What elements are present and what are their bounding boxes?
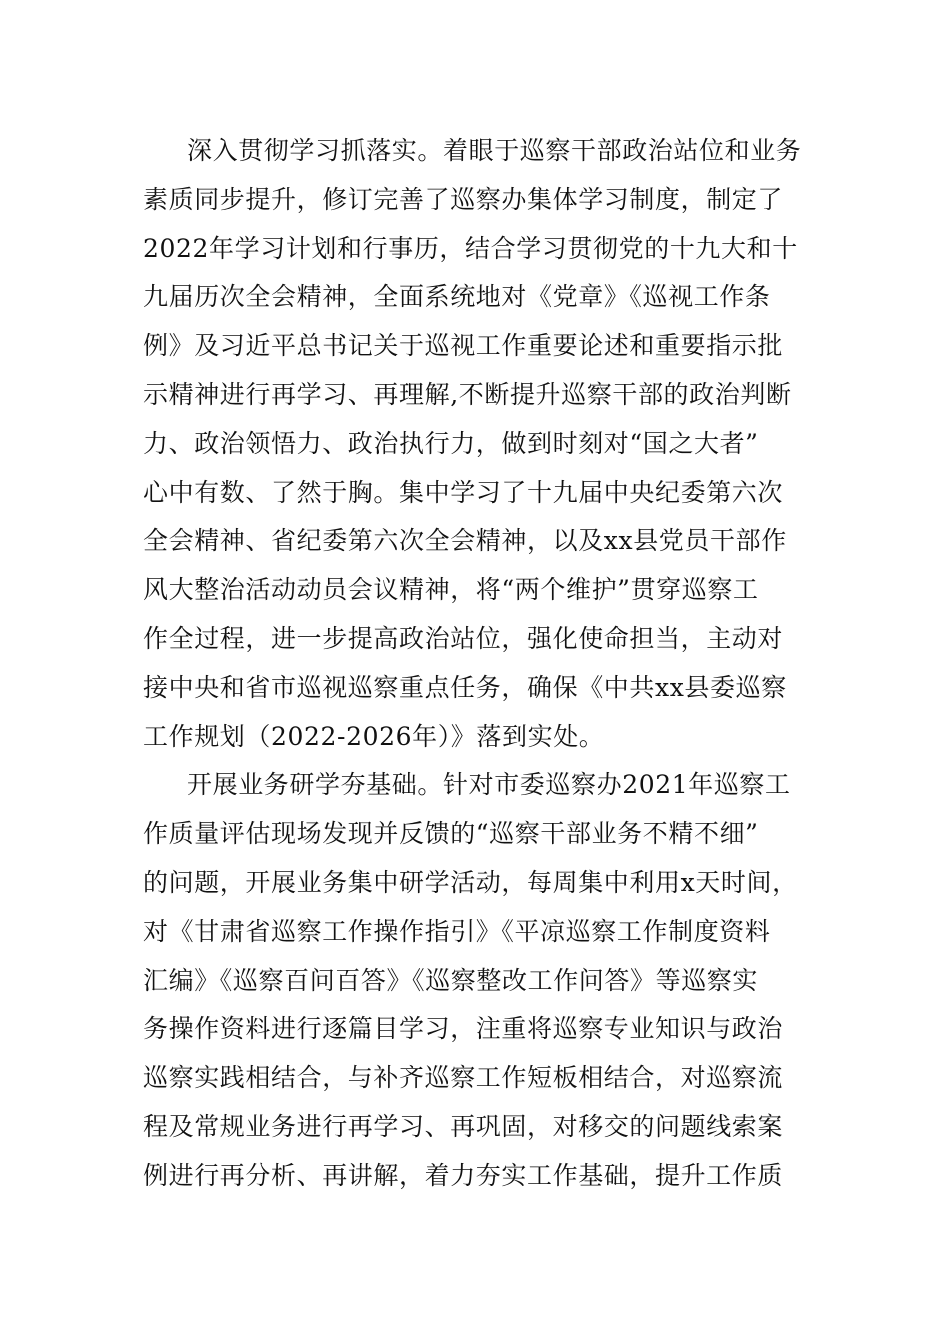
paragraph-line: 接中央和省市巡视巡察重点任务，确保《中共xx县委巡察 <box>143 672 787 702</box>
paragraph-line: 作全过程，进一步提高政治站位，强化使命担当，主动对 <box>143 623 784 653</box>
document-body <box>143 127 823 1201</box>
paragraph-line: 例》及习近平总书记关于巡视工作重要论述和重要指示批 <box>143 331 784 361</box>
paragraph-line: 素质同步提升，修订完善了巡察办集体学习制度，制定了 <box>143 184 784 214</box>
paragraph-line: 力、政治领悟力、政治执行力，做到时刻对“国之大者” <box>143 428 759 458</box>
paragraph-line: 巡察实践相结合，与补齐巡察工作短板相结合，对巡察流 <box>143 1063 784 1093</box>
paragraph-line: 的问题，开展业务集中研学活动，每周集中利用x天时间， <box>143 867 798 897</box>
paragraph-line: 心中有数、了然于胸。集中学习了十九届中央纪委第六次 <box>143 477 784 507</box>
paragraph-line: 2022年学习计划和行事历，结合学习贯彻党的十九大和十 <box>143 233 798 263</box>
paragraph-line: 对《甘肃省巡察工作操作指引》《平凉巡察工作制度资料 <box>143 916 771 946</box>
paragraph-line: 风大整治活动动员会议精神，将“两个维护”贯穿巡察工 <box>143 575 759 605</box>
paragraph-line: 作质量评估现场发现并反馈的“巡察干部业务不精不细” <box>143 819 759 849</box>
paragraph-line: 汇编》《巡察百问百答》《巡察整改工作问答》等巡察实 <box>143 965 759 995</box>
paragraph-line: 开展业务研学夯基础。针对市委巡察办2021年巡察工 <box>187 770 791 800</box>
paragraph-study-implementation <box>143 127 823 761</box>
paragraph-line: 深入贯彻学习抓落实。着眼于巡察干部政治站位和业务 <box>187 136 802 165</box>
paragraph-line: 九届历次全会精神，全面系统地对《党章》《巡视工作条 <box>143 282 771 312</box>
paragraph-line: 程及常规业务进行再学习、再巩固，对移交的问题线索案 <box>143 1111 784 1141</box>
paragraph-line: 工作规划（2022-2026年）》落到实处。 <box>143 721 605 751</box>
paragraph-line: 全会精神、省纪委第六次全会精神，以及xx县党员干部作 <box>143 526 787 556</box>
paragraph-line: 务操作资料进行逐篇目学习，注重将巡察专业知识与政治 <box>143 1014 784 1044</box>
paragraph-line: 示精神进行再学习、再理解,不断提升巡察干部的政治判断 <box>143 379 792 409</box>
paragraph-line: 例进行再分析、再讲解，着力夯实工作基础，提升工作质 <box>143 1160 784 1190</box>
paragraph-business-study <box>143 761 823 1200</box>
